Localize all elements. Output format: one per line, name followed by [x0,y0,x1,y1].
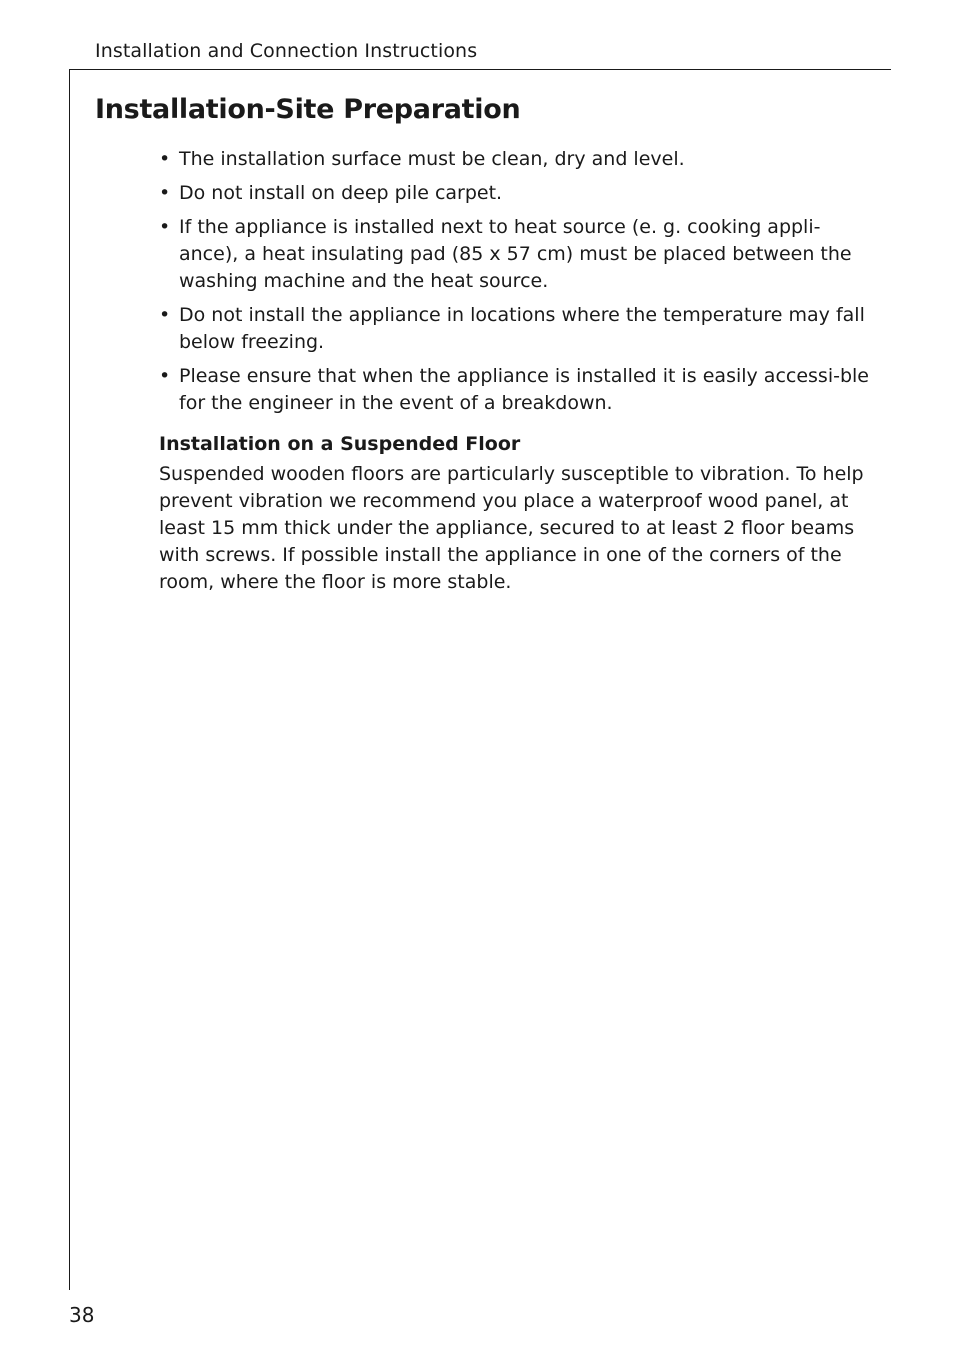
suspended-floor-section [159,431,871,596]
section-title: Installation-Site Preparation [95,94,521,125]
subsection-title: Installation on a Suspended Floor [159,433,521,455]
bullet-item-freezing: • Do not install the appliance in locations where the temperature may fall below freezing. [159,302,871,356]
subsection-body: Suspended wooden floors are particularly susceptible to vibration. To help prevent vibration we recommend you place a waterproof wood panel, at least 15 mm thick under the appliance, secured to at least 2 floor beams with screws. If possible install the appliance in one of the corners of the room, where the floor is more stable. [159,463,864,593]
header-rule [69,69,891,70]
bullet-item-heat-source: • If the appliance is installed next to heat source (e. g. cooking appli-ance), a heat insulating pad (85 x 57 cm) must be placed between the washing machine and the heat source. [159,214,871,295]
left-margin-rule [69,69,70,1290]
bullet-item-carpet: • Do not install on deep pile carpet. [159,180,871,207]
bullet-item-surface: • The installation surface must be clean, dry and level. [159,146,871,173]
bullet-list [159,146,871,424]
page-number: 38 [69,1303,95,1327]
bullet-item-accessibility: • Please ensure that when the appliance is installed it is easily accessi-ble for the engineer in the event of a breakdown. [159,363,871,417]
running-header: Installation and Connection Instructions [95,40,478,62]
